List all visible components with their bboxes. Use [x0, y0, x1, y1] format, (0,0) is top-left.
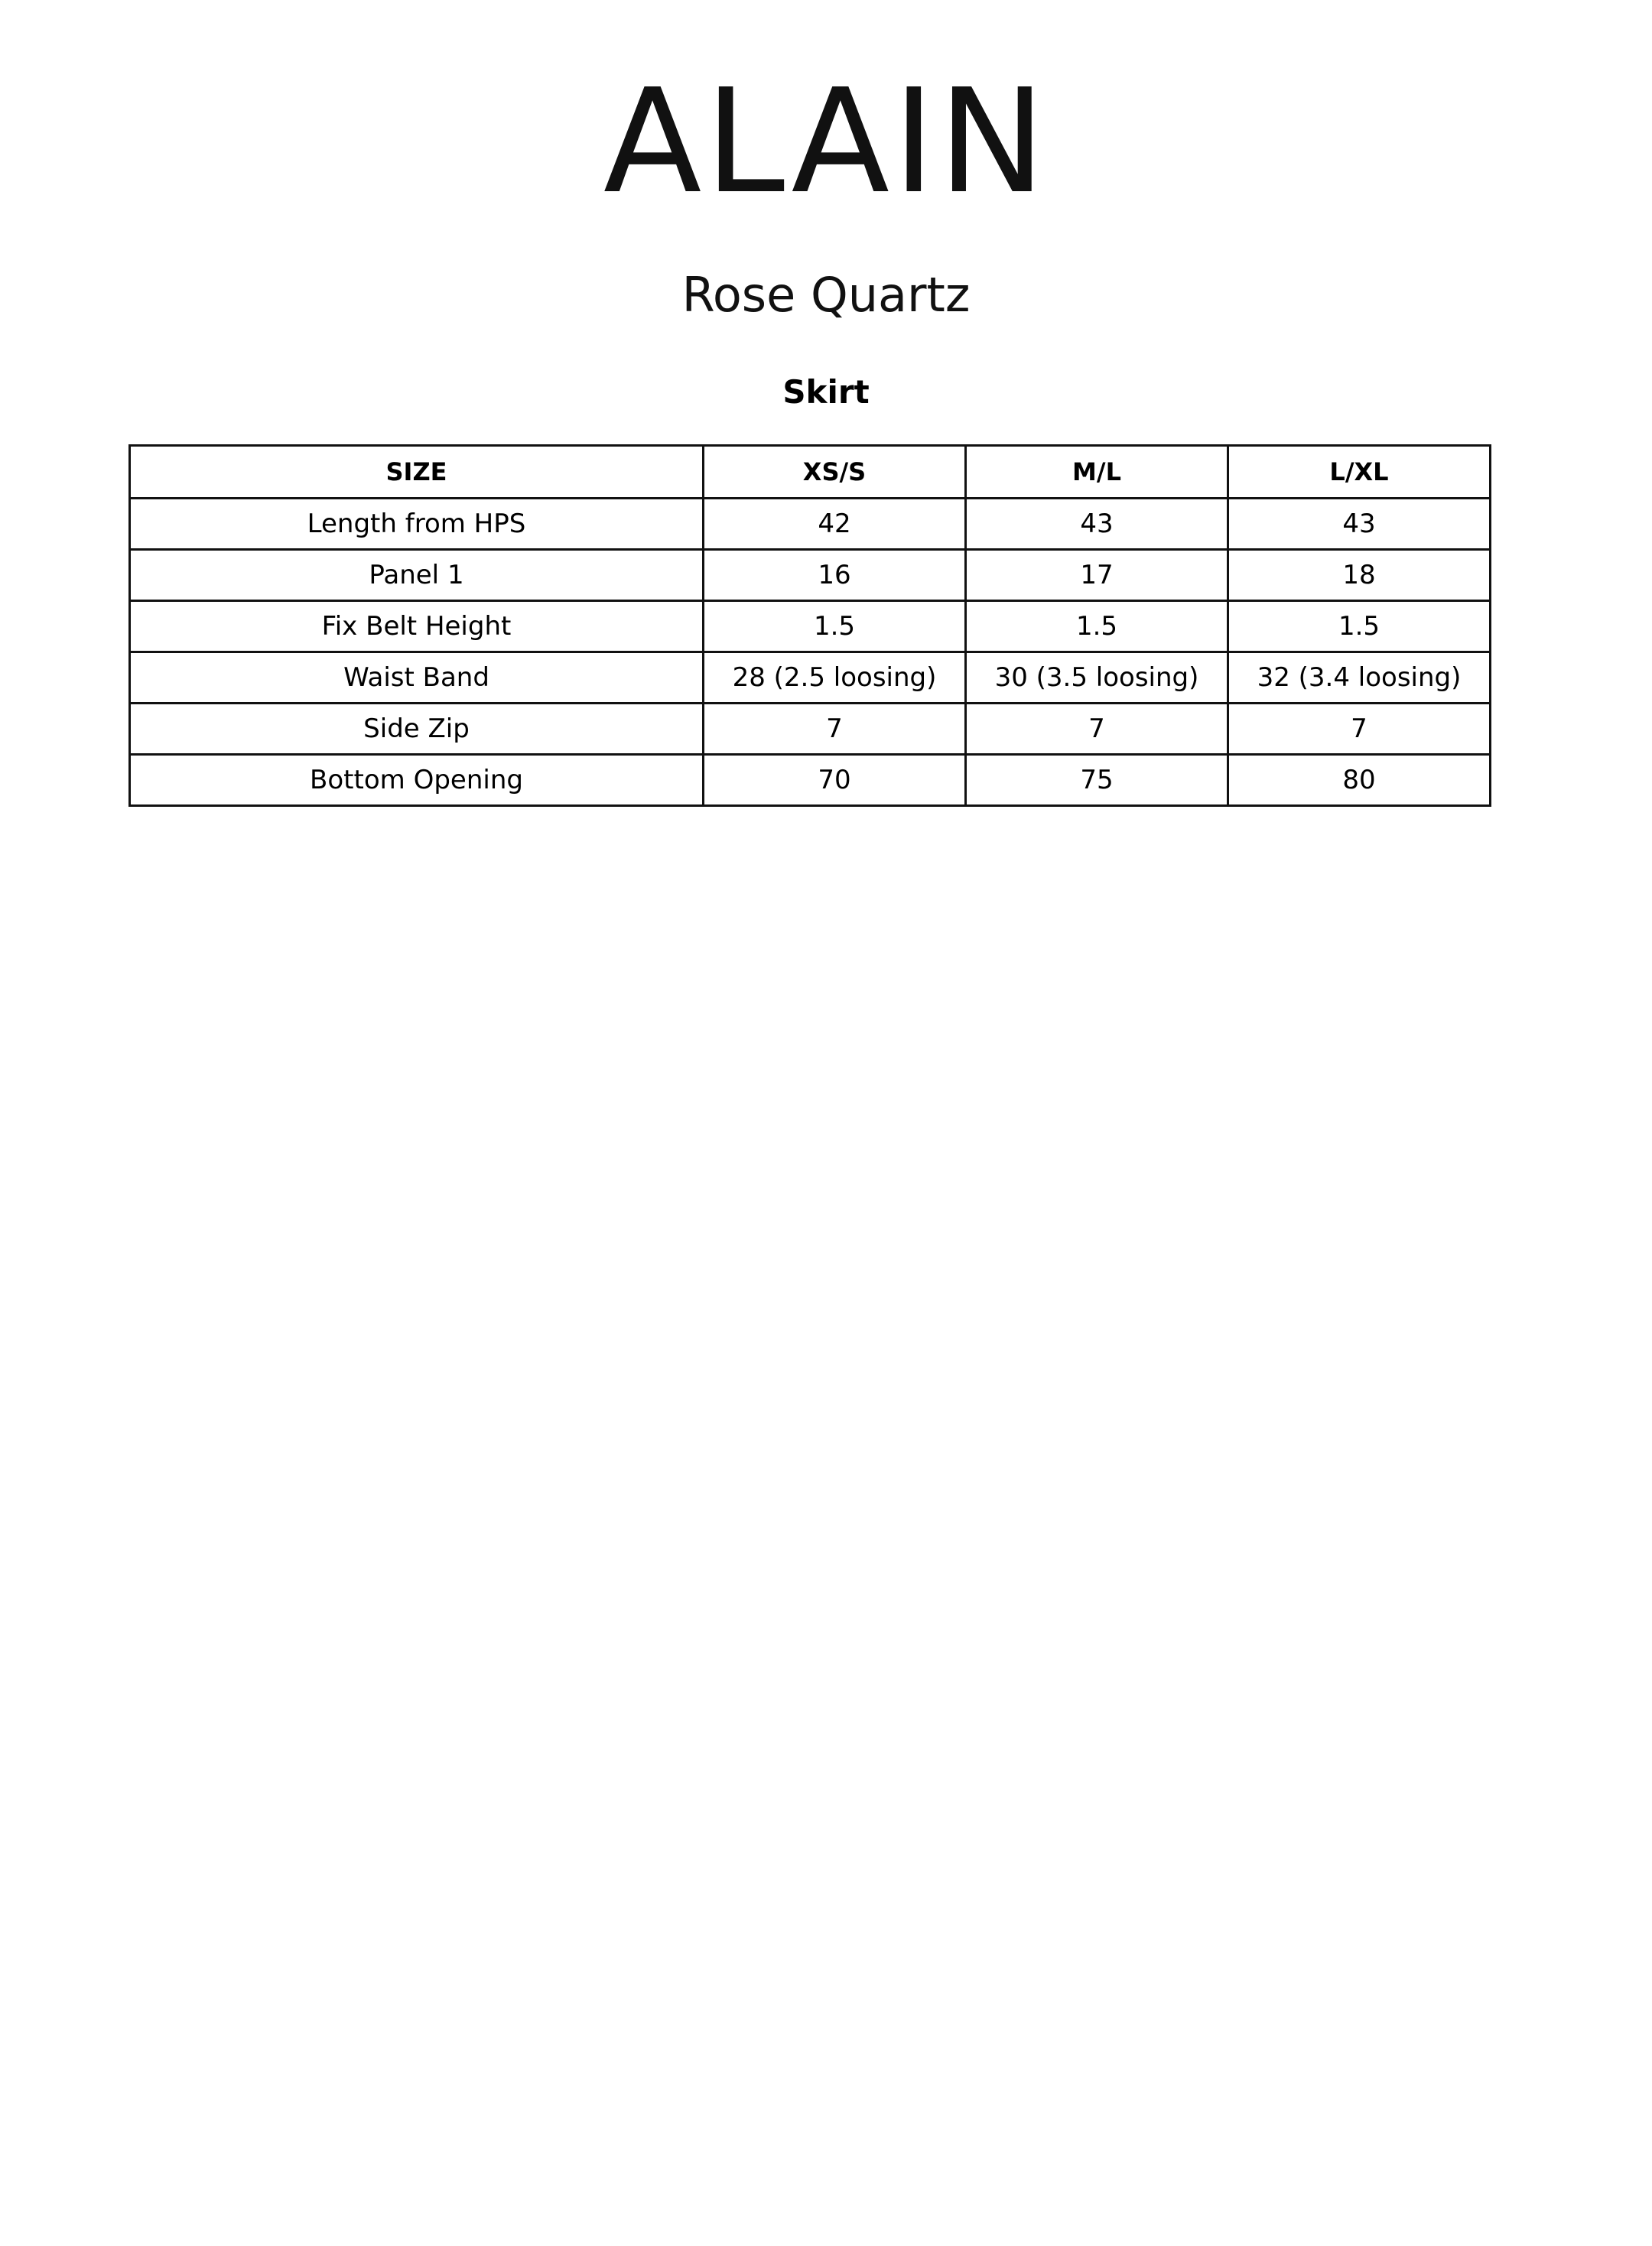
header-xs-s: XS/S: [704, 446, 966, 499]
table-cell: 7: [966, 704, 1228, 755]
table-cell: 1.5: [966, 601, 1228, 652]
table-cell: 70: [704, 755, 966, 806]
table-cell: 42: [704, 499, 966, 550]
table-cell: 32 (3.4 loosing): [1228, 652, 1491, 704]
table-cell: 17: [966, 550, 1228, 601]
table-cell: 30 (3.5 loosing): [966, 652, 1228, 704]
table-cell: 28 (2.5 loosing): [704, 652, 966, 704]
table-cell: 80: [1228, 755, 1491, 806]
measurement-label: Length from HPS: [130, 499, 704, 550]
header-m-l: M/L: [966, 446, 1228, 499]
table-row: [130, 704, 1491, 755]
table-header-row: [130, 446, 1491, 499]
table-cell: 75: [966, 755, 1228, 806]
table-cell: 43: [966, 499, 1228, 550]
table-cell: 43: [1228, 499, 1491, 550]
measurement-label: Fix Belt Height: [130, 601, 704, 652]
table-row: [130, 499, 1491, 550]
measurement-label: Side Zip: [130, 704, 704, 755]
header-size: SIZE: [130, 446, 704, 499]
table-row: [130, 755, 1491, 806]
measurement-label: Bottom Opening: [130, 755, 704, 806]
table-row: [130, 601, 1491, 652]
brand-logo: ALAIN: [603, 58, 1049, 226]
section-title: Skirt: [782, 373, 870, 411]
table-row: [130, 652, 1491, 704]
table-cell: 16: [704, 550, 966, 601]
measurement-label: Waist Band: [130, 652, 704, 704]
size-chart-table: [128, 444, 1491, 807]
table-cell: 1.5: [1228, 601, 1491, 652]
table-cell: 1.5: [704, 601, 966, 652]
product-name: Rose Quartz: [681, 267, 971, 323]
header-l-xl: L/XL: [1228, 446, 1491, 499]
table-cell: 7: [704, 704, 966, 755]
table-row: [130, 550, 1491, 601]
table-cell: 7: [1228, 704, 1491, 755]
table-cell: 18: [1228, 550, 1491, 601]
measurement-label: Panel 1: [130, 550, 704, 601]
